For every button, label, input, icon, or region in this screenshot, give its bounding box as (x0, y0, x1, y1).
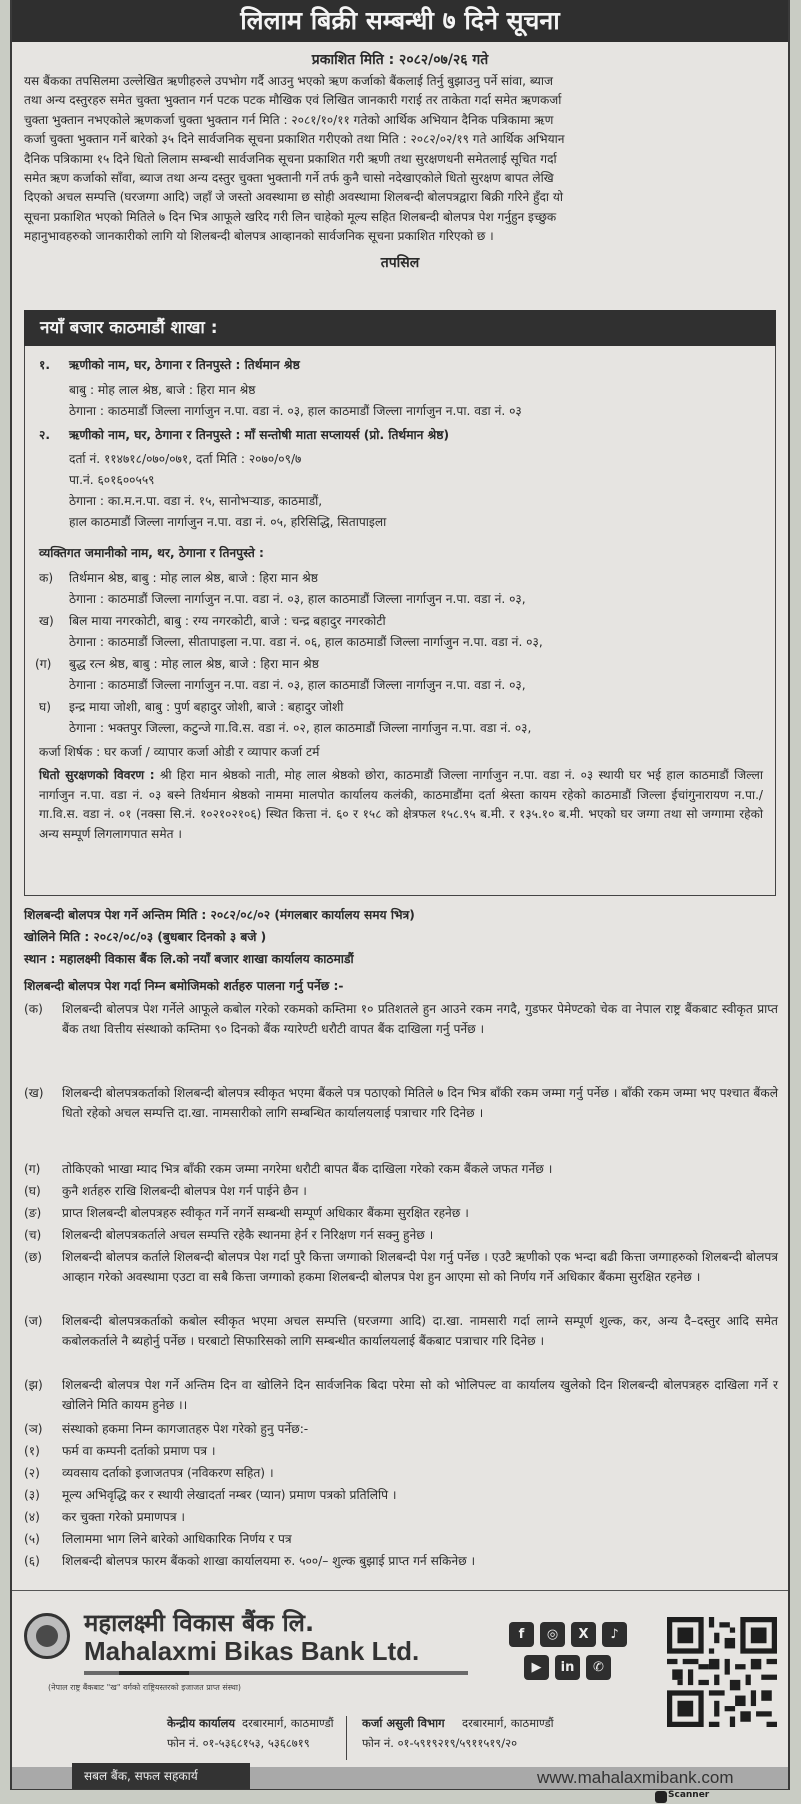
guarantor-address: ठेगाना : काठमाडौं जिल्ला नार्गाजुन न.पा. वडा नं. ०३, हाल काठमाडौं जिल्ला नार्गाजुन न.पा. वडा नं. ०३, (69, 592, 526, 606)
borrower-1-number: १. (39, 358, 50, 372)
notice-title: लिलाम बिक्री सम्बन्धी ७ दिने सूचना (12, 0, 788, 42)
condition-text: शिलबन्दी बोलपत्र कर्ताले शिलबन्दी बोलपत्र पेश गर्दा पुरै कित्ता जग्गाको शिलबन्दी पेश गर्नु पर्नेछ । एउटै ऋणीको एक भन्दा बढी कित्ता जग्गाहरुको शिलबन्दी बोलपत्र आव्हान गरेको अवस्थामा एउटा वा सबै कित्ता जग्गाको हकमा शिलबन्दी बोलपत्र पेश हुन आएमा सो को निर्णय गर्ने अधिकार बैंकमा सुरक्षित रहनेछ । (62, 1250, 778, 1284)
condition-mark: (१) (24, 1444, 40, 1458)
condition-item (24, 1226, 778, 1246)
bank-slogan: सबल बैंक, सफल सहकार्य (72, 1763, 250, 1789)
intro-line: दैनिक पत्रिकामा १५ दिने धितो लिलाम सम्बन्धी सार्वजनिक सूचना प्रकाशित गरी ऋणी तथा सुरक्षणधनी समेतलाई सूचित गर्दा (24, 151, 557, 166)
condition-item (24, 1420, 778, 1440)
condition-text: लिलाममा भाग लिने बारेको आधिकारिक निर्णय र पत्र (62, 1532, 292, 1546)
condition-text: फर्म वा कम्पनी दर्ताको प्रमाण पत्र । (62, 1444, 216, 1458)
borrower-1-parents: बाबु : मोह लाल श्रेष्ठ, बाजे : हिरा मान श्रेष्ठ (69, 383, 256, 397)
condition-mark: (झ) (24, 1378, 43, 1392)
footer-divider (12, 1590, 788, 1591)
condition-item (24, 1084, 778, 1124)
intro-line: दिएको अचल सम्पत्ति (घरजग्गा आदि) जहाँ जे जस्तो अवस्थामा छ सोही अवस्थामा शिलबन्दी बोलपत्रद्वारा बिक्री गरिने हुँदा यो (24, 190, 564, 205)
instagram-icon[interactable]: ◎ (540, 1622, 565, 1647)
intro-line: चुक्ता भुक्तान नभएकोले ऋणकर्जा चुक्ता भुक्तान गर्न मिति : २०८१/१०/११ गतेको आर्थिक अभियान दैनिक पत्रिकामा ऋण (24, 112, 554, 127)
recovery-dept-address: दरबारमार्ग, काठमाण्डौं (462, 1716, 554, 1730)
borrower-1-address: ठेगाना : काठमाडौं जिल्ला नार्गाजुन न.पा. वडा नं. ०३, हाल काठमाडौं जिल्ला नार्गाजुन न.पा. वडा नं. ०३ (69, 404, 522, 418)
guarantor-address: ठेगाना : भक्तपुर जिल्ला, कटुन्जे गा.वि.स. वडा नं. ०२, हाल काठमाडौं जिल्ला नार्गाजुन न.पा. वडा नं. ०३, (69, 721, 532, 735)
qr-code[interactable] (667, 1617, 777, 1727)
condition-item (24, 1160, 778, 1180)
scanner-watermark-icon (655, 1791, 667, 1803)
social-icons-row-1 (509, 1622, 627, 1647)
condition-text: संस्थाको हकमा निम्न कागजातहरु पेश गरेको हुनु पर्नेछ:- (62, 1422, 309, 1436)
tiktok-icon[interactable]: ♪ (602, 1622, 627, 1647)
condition-item (24, 1204, 778, 1224)
borrower-2-heading: ऋणीको नाम, घर, ठेगाना र तिनपुस्ते : माँ सन्तोषी माता सप्लायर्स (प्रो. तिर्थमान श्रेष्ठ) (69, 428, 450, 442)
condition-item (24, 1486, 778, 1506)
borrower-2-pan: पा.नं. ६०१६००५५९ (69, 473, 155, 487)
bank-name-underline (84, 1671, 468, 1675)
guarantor-name: इन्द्र माया जोशी, बाबु : पुर्ण बहादुर जोशी, बाजे : बहादुर जोशी (69, 700, 344, 714)
linkedin-icon[interactable]: in (555, 1655, 580, 1680)
guarantor-mark: क) (39, 571, 54, 585)
condition-item (24, 1530, 778, 1550)
conditions-heading: शिलबन्दी बोलपत्र पेश गर्दा निम्न बमोजिमको शर्तहरु पालना गर्नु पर्नेछ :- (24, 979, 344, 993)
viber-icon[interactable]: ✆ (586, 1655, 611, 1680)
website-link[interactable]: www.mahalaxmibank.com (537, 1768, 734, 1787)
condition-mark: (५) (24, 1532, 40, 1546)
condition-text: कुनै शर्तहरु राखि शिलबन्दी बोलपत्र पेश गर्न पाईने छैन । (62, 1184, 307, 1198)
condition-text: शिलबन्दी बोलपत्र फारम बैंकको शाखा कार्यालयमा रु. ५००/– शुल्क बुझाई प्राप्त गर्न सकिनेछ । (62, 1554, 476, 1568)
condition-text: तोकिएको भाखा म्याद भित्र बाँकी रकम जम्मा नगरेमा धरौटी बापत बैंक दाखिला गरेको रकम बैंकले जफत गर्नेछ । (62, 1162, 553, 1176)
social-icons-row-2 (524, 1655, 611, 1680)
borrower-2-registration: दर्ता नं. ११४७१८/०७०/०७१, दर्ता मिति : २०७०/०९/७ (69, 452, 302, 466)
condition-text: कर चुक्ता गरेको प्रमाणपत्र । (62, 1510, 186, 1524)
loan-type: कर्जा शिर्षक : घर कर्जा / व्यापार कर्जा ओडी र व्यापार कर्जा टर्म (39, 745, 320, 759)
notice-page (10, 0, 790, 1790)
condition-mark: (क) (24, 1002, 43, 1016)
condition-mark: (च) (24, 1228, 42, 1242)
condition-text: शिलबन्दी बोलपत्र पेश गर्ने अन्तिम दिन वा खोलिने दिन सार्वजनिक बिदा परेमा सो को भोलिपल्ट वा कार्यालय खुलेको दिन शिलबन्दी बोलपत्रहरु दाखिला गर्ने र खोलिने मिति कायम हुनेछ ।। (62, 1378, 778, 1412)
intro-line: तथा अन्य दस्तुरहरु समेत चुक्ता भुक्तान गर्न पटक पटक मौखिक एवं लिखित जानकारी गराई तर ताकेता गर्दा समेत ऋणकर्जा (24, 93, 562, 108)
branch-title: नयाँ बजार काठमाडौं शाखा : (24, 310, 776, 346)
guarantor-mark: घ) (39, 700, 51, 714)
borrower-2-number: २. (39, 428, 50, 442)
condition-item (24, 1508, 778, 1528)
condition-item (24, 1000, 778, 1040)
condition-mark: (२) (24, 1466, 40, 1480)
condition-item (24, 1552, 778, 1572)
head-office-label: केन्द्रीय कार्यालय (167, 1716, 236, 1730)
intro-line: कर्जा चुक्ता भुक्तान गर्ने बारेको ३५ दिने सार्वजनिक सूचना प्रकाशित गरीएको तथा मिति : २०८२/०२/१९ गते आर्थिक अभियान (24, 132, 565, 147)
borrower-2-address: ठेगाना : का.म.न.पा. वडा नं. १५, सानोभर्‍याङ, काठमाडौं, (69, 494, 323, 508)
head-office-phone: फोन नं. ०१-५३६८१५३, ५३६८७१९ (167, 1736, 310, 1750)
condition-item (24, 1442, 778, 1462)
intro-line: सूचना प्रकाशित भएको मितिले ७ दिन भित्र आफूले खरिद गरी लिन चाहेको मूल्य सहित शिलबन्दी बोलपत्र पेश गर्नुहुन इच्छुक (24, 209, 557, 224)
collateral-text: श्री हिरा मान श्रेष्ठको नाती, मोह लाल श्रेष्ठको छोरा, काठमाडौं जिल्ला नार्गाजुन न.पा. वडा नं. ०३ स्थायी घर भई हाल काठमाडौं जिल्ला नार्गाजुन न.पा. वडा नं. ०३ बस्ने तिर्थमान श्रेष्ठको नाममा मालपोत कार्यालय कलंकी, काठमाडौंमा दर्ता श्रेस्ता कायम रहेको काठमाडौं जिल्ला ईचांगुनारायण न.पा./गा.वि.स. वडा नं. ०१ (नक्सा सि.नं. १०२१०२१०६) स्थित कित्ता नं. ६० र १५८ को क्षेत्रफल १५८.९५ ब.मी. र १३५.१० ब.मी. भएको घर जग्गा तथा सो जग्गामा रहेको अन्य सम्पूर्ण लिगलागपात समेत । (39, 768, 763, 841)
condition-item (24, 1248, 778, 1288)
scanner-watermark: Scanner (668, 1790, 710, 1800)
bid-deadline: शिलबन्दी बोलपत्र पेश गर्ने अन्तिम मिति : २०८२/०८/०२ (मंगलबार कार्यालय समय भित्र) (24, 908, 415, 922)
guarantor-name: बिल माया नगरकोटी, बाबु : रग्य नगरकोटी, बाजे : चन्द्र बहादुर नगरकोटी (69, 614, 386, 628)
facebook-icon[interactable]: f (509, 1622, 534, 1647)
bank-logo (24, 1613, 70, 1659)
guarantor-address: ठेगाना : काठमाडौं जिल्ला नार्गाजुन न.पा. वडा नं. ०३, हाल काठमाडौं जिल्ला नार्गाजुन न.पा. वडा नं. ०३, (69, 678, 526, 692)
condition-item (24, 1376, 778, 1416)
license-note: (नेपाल राष्ट्र बैंकबाट "ख" वर्गको राष्ट्रियस्तरको इजाजत प्राप्त संस्था) (48, 1683, 242, 1692)
head-office-address: दरबारमार्ग, काठमाण्डौं (242, 1716, 334, 1730)
collateral-description (39, 766, 763, 844)
condition-mark: (ञ) (24, 1422, 43, 1436)
recovery-dept-phone: फोन नं. ०१-५९१९२१९/५९११५१९/२० (362, 1736, 518, 1750)
condition-mark: (ख) (24, 1086, 44, 1100)
condition-mark: (घ) (24, 1184, 41, 1198)
guarantor-name: तिर्थमान श्रेष्ठ, बाबु : मोह लाल श्रेष्ठ, बाजे : हिरा मान श्रेष्ठ (69, 571, 318, 585)
branch-details-box (24, 346, 776, 896)
office-divider (346, 1716, 347, 1760)
condition-mark: (६) (24, 1554, 40, 1568)
recovery-dept-label: कर्जा असुली विभाग (362, 1716, 445, 1730)
intro-line: यस बैंकका तपसिलमा उल्लेखित ऋणीहरुले उपभोग गर्दै आउनु भएको ऋण कर्जाको बैंकलाई तिर्नु बुझाउनु पर्ने सांवा, ब्याज (24, 74, 554, 88)
guarantor-heading: व्यक्तिगत जमानीको नाम, थर, ठेगाना र तिनपुस्ते : (39, 546, 264, 560)
bid-opening-date: खोलिने मिति : २०८२/०८/०३ (बुधबार दिनको ३ बजे ) (24, 930, 267, 944)
condition-item (24, 1182, 778, 1202)
condition-mark: (ग) (24, 1162, 41, 1176)
bid-place: स्थान : महालक्ष्मी विकास बैंक लि.को नयाँ बजार शाखा कार्यालय काठमाडौं (24, 952, 354, 966)
condition-mark: (४) (24, 1510, 40, 1524)
condition-text: शिलबन्दी बोलपत्रकर्ताले अचल सम्पत्ति रहेकै स्थानमा हेर्न र निरिक्षण गर्न सक्नु हुनेछ । (62, 1228, 434, 1242)
intro-line: महानुभावहरुको जानकारीको लागि यो शिलबन्दी बोलपत्र आव्हानको सार्वजनिक सूचना प्रकाशित गरिएको छ । (24, 229, 494, 244)
guarantor-name: बुद्ध रत्न श्रेष्ठ, बाबु : मोह लाल श्रेष्ठ, बाजे : हिरा मान श्रेष्ठ (69, 657, 319, 671)
guarantor-address: ठेगाना : काठमाडौं जिल्ला, सीतापाइला न.पा. वडा नं. ०६, हाल काठमाडौं जिल्ला नार्गाजुन न.पा. वडा नं. ०३, (69, 635, 543, 649)
intro-line: समेत ऋण कर्जाको साँवा, ब्याज तथा अन्य दस्तुर चुक्ता भुक्तानी गर्ने तर्फ कुनै चासो नदेखाएकोले धितो सुरक्षण बापत लेखि (24, 171, 554, 186)
condition-mark: (ङ) (24, 1206, 42, 1220)
condition-text: शिलबन्दी बोलपत्रकर्ताको कबोल स्वीकृत भएमा अचल सम्पत्ति (घरजग्गा आदि) दा.खा. नामसारी गर्दा लाग्ने सम्पूर्ण शुल्क, कर, अन्य दै–दस्तुर आदि समेत कबोलकर्ताले नै ब्यहोर्नु पर्नेछ । घरबाटो सिफारिसको लागि सम्बन्धीत कार्यालयलाई बैंकबाट पत्राचार गरि दिनेछ । (62, 1314, 778, 1348)
bank-name-nepali: महालक्ष्मी विकास बैंक लि. (84, 1609, 315, 1637)
condition-text: शिलबन्दी बोलपत्र पेश गर्नेले आफूले कबोल गरेको रकमको कम्तिमा १० प्रतिशतले हुन आउने रकम नगदै, गुडफर पेमेण्टको चेक वा नेपाल राष्ट्र बैंकबाट स्वीकृत प्राप्त बैंक तथा वित्तीय संस्थाको कम्तिमा ९० दिनको बैंक ग्यारेण्टी धरौटी वापत बैंक दाखिला गर्नु पर्नेछ । (62, 1002, 778, 1036)
x-icon[interactable]: X (571, 1622, 596, 1647)
condition-mark: (छ) (24, 1250, 43, 1264)
condition-item (24, 1464, 778, 1484)
condition-text: प्राप्त शिलबन्दी बोलपत्रहरु स्वीकृत गर्ने नगर्ने सम्बन्धी सम्पूर्ण अधिकार बैंकमा सुरक्षित रहनेछ । (62, 1206, 469, 1220)
condition-mark: (३) (24, 1488, 40, 1502)
guarantor-mark: ख) (39, 614, 54, 628)
condition-text: मूल्य अभिवृद्धि कर र स्थायी लेखादर्ता नम्बर (प्यान) प्रमाण पत्रको प्रतिलिपि । (62, 1488, 397, 1502)
intro-paragraph (24, 72, 776, 247)
borrower-2-current-address: हाल काठमाडौं जिल्ला नार्गाजुन न.पा. वडा नं. ०५, हरिसिद्धि, सितापाइला (69, 515, 387, 529)
published-date: प्रकाशित मिति : २०८२/०७/२६ गते (311, 52, 489, 68)
condition-mark: (ज) (24, 1314, 43, 1328)
youtube-icon[interactable]: ▶ (524, 1655, 549, 1680)
bank-name-english: Mahalaxmi Bikas Bank Ltd. (84, 1636, 420, 1666)
borrower-1-heading: ऋणीको नाम, घर, ठेगाना र तिनपुस्ते : तिर्थमान श्रेष्ठ (69, 358, 300, 372)
condition-text: शिलबन्दी बोलपत्रकर्ताको शिलबन्दी बोलपत्र स्वीकृत भएमा बैंकले पत्र पठाएको मितिले ७ दिन भित्र बाँकी रकम जम्मा गर्नु पर्नेछ । बाँकी रकम जम्मा भए पश्चात बैंकले धितो रहेको अचल सम्पत्ति दा.खा. नामसारीको लागि सम्बन्धित कार्यालयलाई पत्राचार गरि दिनेछ । (62, 1086, 778, 1120)
guarantor-mark: (ग) (35, 657, 52, 671)
details-heading: तपसिल (380, 255, 420, 271)
collateral-label: धितो सुरक्षणको विवरण : (39, 768, 155, 782)
condition-item (24, 1312, 778, 1352)
condition-text: व्यवसाय दर्ताको इजाजतपत्र (नविकरण सहित) । (62, 1466, 274, 1480)
